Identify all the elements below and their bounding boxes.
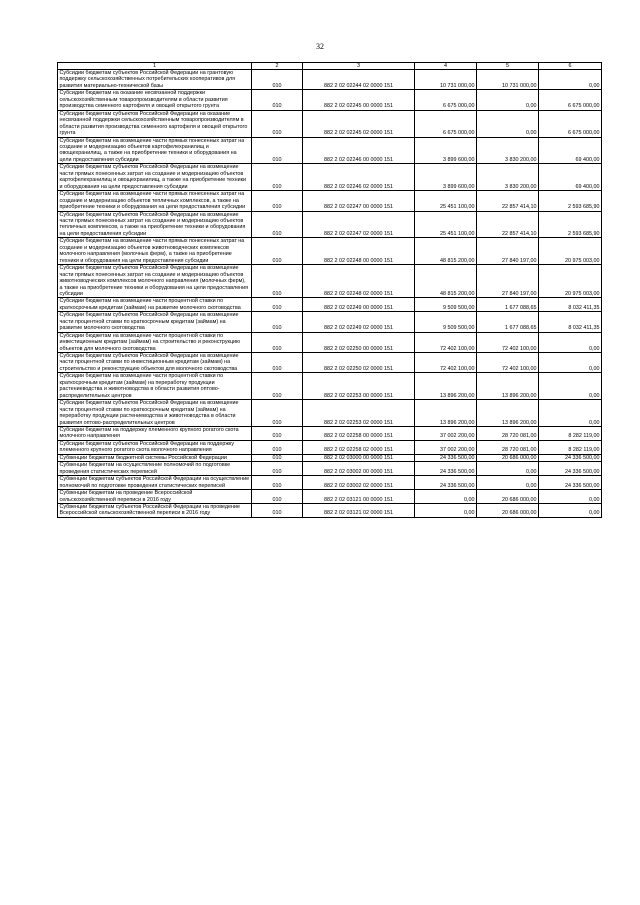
row-budget-code-cell: 882 2 02 02245 02 0000 151 xyxy=(303,110,415,137)
row-value-1-cell: 0,00 xyxy=(415,504,477,518)
row-admin-code-cell: 010 xyxy=(252,332,303,352)
row-budget-code-cell: 882 2 02 03121 02 0000 151 xyxy=(303,504,415,518)
row-value-3-cell: 8 032 411,35 xyxy=(539,298,602,312)
row-name-cell: Субвенции бюджетам субъектов Российской Федерации на осуществление полномочий по подготовке проведения статистических переписей xyxy=(58,476,252,490)
table-body xyxy=(58,70,602,518)
row-value-1-cell: 13 896 200,00 xyxy=(415,373,477,400)
row-value-3-cell: 69 400,00 xyxy=(539,164,602,191)
row-admin-code-cell: 010 xyxy=(252,312,303,332)
row-admin-code-cell: 010 xyxy=(252,454,303,461)
row-value-1-cell: 37 002 200,00 xyxy=(415,440,477,454)
row-budget-code-cell: 882 2 02 02244 02 0000 151 xyxy=(303,70,415,90)
table-row xyxy=(58,191,602,211)
row-name-cell: Субсидии бюджетам субъектов Российской Федерации на возмещение части процентной ставки по краткосрочным кредитам (займам) на развитие молочного скотоводства xyxy=(58,312,252,332)
row-name-cell: Субсидии бюджетам субъектов Российской Федерации на возмещение части прямых понесенных затрат на создание и модернизацию объектов картофелехранилищ и овощехранилищ, а также на приобретение техники и оборудования на цели предоставления субсидии xyxy=(58,164,252,191)
row-admin-code-cell: 010 xyxy=(252,462,303,476)
table-row xyxy=(58,427,602,441)
row-value-2-cell: 0,00 xyxy=(477,90,539,110)
row-admin-code-cell: 010 xyxy=(252,298,303,312)
row-name-cell: Субсидии бюджетам на оказание несвязанной поддержки сельскохозяйственным товаропроизводителям в области развития производства семенного картофеля и овощей открытого грунта xyxy=(58,90,252,110)
row-value-1-cell: 9 509 500,00 xyxy=(415,312,477,332)
row-admin-code-cell: 010 xyxy=(252,490,303,504)
row-name-cell: Субсидии бюджетам субъектов Российской Федерации на оказание несвязанной поддержки сельскохозяйственным товаропроизводителям в области развития производства семенного картофеля и овощей открытого грунта xyxy=(58,110,252,137)
row-budget-code-cell: 882 2 02 03121 00 0000 151 xyxy=(303,490,415,504)
row-name-cell: Субвенции бюджетам бюджетной системы Российской Федерации xyxy=(58,454,252,461)
row-admin-code-cell: 010 xyxy=(252,504,303,518)
table-row xyxy=(58,373,602,400)
row-value-3-cell: 24 336 500,00 xyxy=(539,476,602,490)
row-value-1-cell: 13 896 200,00 xyxy=(415,400,477,427)
row-budget-code-cell: 882 2 02 02253 02 0000 151 xyxy=(303,400,415,427)
row-value-2-cell: 22 857 414,10 xyxy=(477,211,539,238)
row-value-2-cell: 3 830 200,00 xyxy=(477,164,539,191)
row-budget-code-cell: 882 2 02 02249 00 0000 151 xyxy=(303,298,415,312)
row-value-3-cell: 0,00 xyxy=(539,490,602,504)
row-value-2-cell: 0,00 xyxy=(477,476,539,490)
table-row xyxy=(58,476,602,490)
page-number: 32 xyxy=(316,42,324,51)
row-value-2-cell: 13 896 200,00 xyxy=(477,373,539,400)
row-budget-code-cell: 882 2 02 02248 00 0000 151 xyxy=(303,238,415,265)
table-row xyxy=(58,238,602,265)
row-value-1-cell: 10 731 000,00 xyxy=(415,70,477,90)
row-value-1-cell: 48 815 200,00 xyxy=(415,265,477,298)
row-value-2-cell: 10 731 000,00 xyxy=(477,70,539,90)
row-budget-code-cell: 882 2 02 02245 00 0000 151 xyxy=(303,90,415,110)
row-value-3-cell: 8 032 411,35 xyxy=(539,312,602,332)
row-value-1-cell: 6 675 000,00 xyxy=(415,110,477,137)
row-name-cell: Субвенции бюджетам субъектов Российской Федерации на проведение Всероссийской сельскохозяйственной переписи в 2016 году xyxy=(58,504,252,518)
row-name-cell: Субсидии бюджетам субъектов Российской Федерации на поддержку племенного крупного рогатого скота молочного направления xyxy=(58,440,252,454)
row-value-2-cell: 1 677 088,65 xyxy=(477,312,539,332)
row-value-2-cell: 27 840 197,00 xyxy=(477,265,539,298)
row-budget-code-cell: 882 2 02 03002 00 0000 151 xyxy=(303,462,415,476)
row-value-2-cell: 13 896 200,00 xyxy=(477,400,539,427)
row-value-1-cell: 72 402 100,00 xyxy=(415,332,477,352)
row-value-3-cell: 2 593 685,90 xyxy=(539,191,602,211)
table-row xyxy=(58,454,602,461)
column-header: 4 xyxy=(415,63,477,70)
row-admin-code-cell: 010 xyxy=(252,137,303,164)
row-value-3-cell: 8 282 119,00 xyxy=(539,427,602,441)
table-row xyxy=(58,312,602,332)
row-value-3-cell: 0,00 xyxy=(539,504,602,518)
row-name-cell: Субсидии бюджетам субъектов Российской Федерации на возмещение части прямых понесенных затрат на создание и модернизацию объектов животноводческих комплексов молочного направления (молочных ферм), а также на приобретение техники и оборудования на цели предоставления субсидии xyxy=(58,265,252,298)
table-row xyxy=(58,504,602,518)
row-admin-code-cell: 010 xyxy=(252,211,303,238)
row-admin-code-cell: 010 xyxy=(252,110,303,137)
row-value-3-cell: 0,00 xyxy=(539,353,602,373)
row-value-3-cell: 20 975 003,00 xyxy=(539,265,602,298)
row-name-cell: Субвенции бюджетам на осуществление полномочий по подготовке проведения статистических переписей xyxy=(58,462,252,476)
row-admin-code-cell: 010 xyxy=(252,373,303,400)
row-value-1-cell: 9 509 500,00 xyxy=(415,298,477,312)
row-admin-code-cell: 010 xyxy=(252,238,303,265)
row-admin-code-cell: 010 xyxy=(252,476,303,490)
row-admin-code-cell: 010 xyxy=(252,191,303,211)
row-value-2-cell: 20 686 000,00 xyxy=(477,454,539,461)
row-budget-code-cell: 882 2 02 03002 02 0000 151 xyxy=(303,476,415,490)
row-value-3-cell: 0,00 xyxy=(539,373,602,400)
row-budget-code-cell: 882 2 02 02250 02 0000 151 xyxy=(303,353,415,373)
row-name-cell: Субсидии бюджетам на возмещение части процентной ставки по инвестиционным кредитам (займам) на строительство и реконструкцию объектов для молочного скотоводства xyxy=(58,332,252,352)
table-row xyxy=(58,211,602,238)
row-budget-code-cell: 882 2 02 02247 02 0000 151 xyxy=(303,211,415,238)
row-budget-code-cell: 882 2 02 02248 02 0000 151 xyxy=(303,265,415,298)
row-name-cell: Субсидии бюджетам субъектов Российской Федерации на возмещение части процентной ставки по инвестиционным кредитам (займам) на строительство и реконструкцию объектов для молочного скотоводства xyxy=(58,353,252,373)
row-value-2-cell: 0,00 xyxy=(477,462,539,476)
row-budget-code-cell: 882 2 02 03000 00 0000 151 xyxy=(303,454,415,461)
row-value-3-cell: 0,00 xyxy=(539,70,602,90)
row-name-cell: Субсидии бюджетам субъектов Российской Федерации на грантовую поддержку сельскохозяйственных потребительских кооперативов для развития материально-технической базы xyxy=(58,70,252,90)
row-budget-code-cell: 882 2 02 02250 00 0000 151 xyxy=(303,332,415,352)
column-header: 1 xyxy=(58,63,252,70)
row-budget-code-cell: 882 2 02 02246 00 0000 151 xyxy=(303,137,415,164)
table-row xyxy=(58,137,602,164)
header-row xyxy=(58,63,602,70)
row-budget-code-cell: 882 2 02 02253 00 0000 151 xyxy=(303,373,415,400)
row-value-1-cell: 37 002 200,00 xyxy=(415,427,477,441)
row-budget-code-cell: 882 2 02 02249 02 0000 151 xyxy=(303,312,415,332)
row-value-3-cell: 0,00 xyxy=(539,400,602,427)
row-value-2-cell: 72 402 100,00 xyxy=(477,353,539,373)
row-value-2-cell: 28 720 081,00 xyxy=(477,440,539,454)
row-value-3-cell: 6 675 000,00 xyxy=(539,90,602,110)
row-value-1-cell: 24 336 500,00 xyxy=(415,454,477,461)
table-row xyxy=(58,400,602,427)
row-value-1-cell: 3 899 600,00 xyxy=(415,164,477,191)
row-value-1-cell: 25 451 100,00 xyxy=(415,211,477,238)
row-value-2-cell: 22 857 414,10 xyxy=(477,191,539,211)
row-budget-code-cell: 882 2 02 02258 00 0000 151 xyxy=(303,427,415,441)
row-value-3-cell: 69 400,00 xyxy=(539,137,602,164)
row-value-1-cell: 25 451 100,00 xyxy=(415,191,477,211)
row-admin-code-cell: 010 xyxy=(252,353,303,373)
table-row xyxy=(58,164,602,191)
row-name-cell: Субсидии бюджетам на поддержку племенного крупного рогатого скота молочного направления xyxy=(58,427,252,441)
table-row xyxy=(58,462,602,476)
row-value-2-cell: 0,00 xyxy=(477,110,539,137)
row-admin-code-cell: 010 xyxy=(252,164,303,191)
row-budget-code-cell: 882 2 02 02247 00 0000 151 xyxy=(303,191,415,211)
row-name-cell: Субсидии бюджетам на возмещение части прямых понесенных затрат на создание и модернизацию объектов тепличных комплексов, а также на приобретение техники и оборудования на цели предоставления субсидии xyxy=(58,191,252,211)
row-value-1-cell: 6 675 000,00 xyxy=(415,90,477,110)
row-value-3-cell: 0,00 xyxy=(539,332,602,352)
row-value-2-cell: 27 840 197,00 xyxy=(477,238,539,265)
budget-table xyxy=(57,62,602,518)
row-value-3-cell: 8 282 119,00 xyxy=(539,440,602,454)
row-value-3-cell: 24 336 500,00 xyxy=(539,454,602,461)
row-value-2-cell: 72 402 100,00 xyxy=(477,332,539,352)
table-row xyxy=(58,265,602,298)
row-value-1-cell: 3 899 600,00 xyxy=(415,137,477,164)
row-budget-code-cell: 882 2 02 02258 02 0000 151 xyxy=(303,440,415,454)
row-value-2-cell: 1 677 088,65 xyxy=(477,298,539,312)
row-value-1-cell: 48 815 200,00 xyxy=(415,238,477,265)
row-value-3-cell: 24 336 500,00 xyxy=(539,462,602,476)
table-row xyxy=(58,332,602,352)
row-value-2-cell: 28 720 081,00 xyxy=(477,427,539,441)
row-value-2-cell: 20 686 000,00 xyxy=(477,490,539,504)
row-value-1-cell: 72 402 100,00 xyxy=(415,353,477,373)
row-value-2-cell: 20 686 000,00 xyxy=(477,504,539,518)
table-row xyxy=(58,70,602,90)
row-value-1-cell: 24 336 500,00 xyxy=(415,462,477,476)
table-row xyxy=(58,298,602,312)
row-name-cell: Субвенции бюджетам на проведение Всероссийской сельскохозяйственной переписи в 2016 году xyxy=(58,490,252,504)
row-admin-code-cell: 010 xyxy=(252,400,303,427)
row-name-cell: Субсидии бюджетам субъектов Российской Федерации на возмещение части прямых понесенных затрат на создание и модернизацию объектов тепличных комплексов, а также на приобретение техники и оборудования на цели предоставления субсидии xyxy=(58,211,252,238)
column-header: 6 xyxy=(539,63,602,70)
row-admin-code-cell: 010 xyxy=(252,427,303,441)
row-name-cell: Субсидии бюджетам на возмещение части прямых понесенных затрат на создание и модернизацию объектов животноводческих комплексов молочного направления (молочных ферм), а также на приобретение техники и оборудования на цели предоставления субсидии xyxy=(58,238,252,265)
row-admin-code-cell: 010 xyxy=(252,90,303,110)
table-row xyxy=(58,90,602,110)
column-header: 3 xyxy=(303,63,415,70)
row-value-1-cell: 24 336 500,00 xyxy=(415,476,477,490)
row-name-cell: Субсидии бюджетам на возмещение части процентной ставки по краткосрочным кредитам (займам) на переработку продукции растениеводства и животноводства в области развития оптово-распределительных центров xyxy=(58,373,252,400)
row-value-1-cell: 0,00 xyxy=(415,490,477,504)
table-row xyxy=(58,490,602,504)
row-value-3-cell: 6 675 000,00 xyxy=(539,110,602,137)
row-budget-code-cell: 882 2 02 02246 02 0000 151 xyxy=(303,164,415,191)
row-value-3-cell: 2 593 685,90 xyxy=(539,211,602,238)
row-name-cell: Субсидии бюджетам субъектов Российской Федерации на возмещение части процентной ставки по краткосрочным кредитам (займам) на переработку продукции растениеводства и животноводства в области развития оптово-распределительных центров xyxy=(58,400,252,427)
row-value-3-cell: 20 975 003,00 xyxy=(539,238,602,265)
table-row xyxy=(58,110,602,137)
row-admin-code-cell: 010 xyxy=(252,70,303,90)
column-header: 5 xyxy=(477,63,539,70)
row-name-cell: Субсидии бюджетам на возмещение части процентной ставки по краткосрочным кредитам (займам) на развитие молочного скотоводства xyxy=(58,298,252,312)
row-admin-code-cell: 010 xyxy=(252,440,303,454)
table-row xyxy=(58,440,602,454)
row-value-2-cell: 3 830 200,00 xyxy=(477,137,539,164)
row-admin-code-cell: 010 xyxy=(252,265,303,298)
column-header: 2 xyxy=(252,63,303,70)
row-name-cell: Субсидии бюджетам на возмещение части прямых понесенных затрат на создание и модернизацию объектов картофелехранилищ и овощехранилищ, а также на приобретение техники и оборудования на цели предоставления субсидии xyxy=(58,137,252,164)
table-row xyxy=(58,353,602,373)
